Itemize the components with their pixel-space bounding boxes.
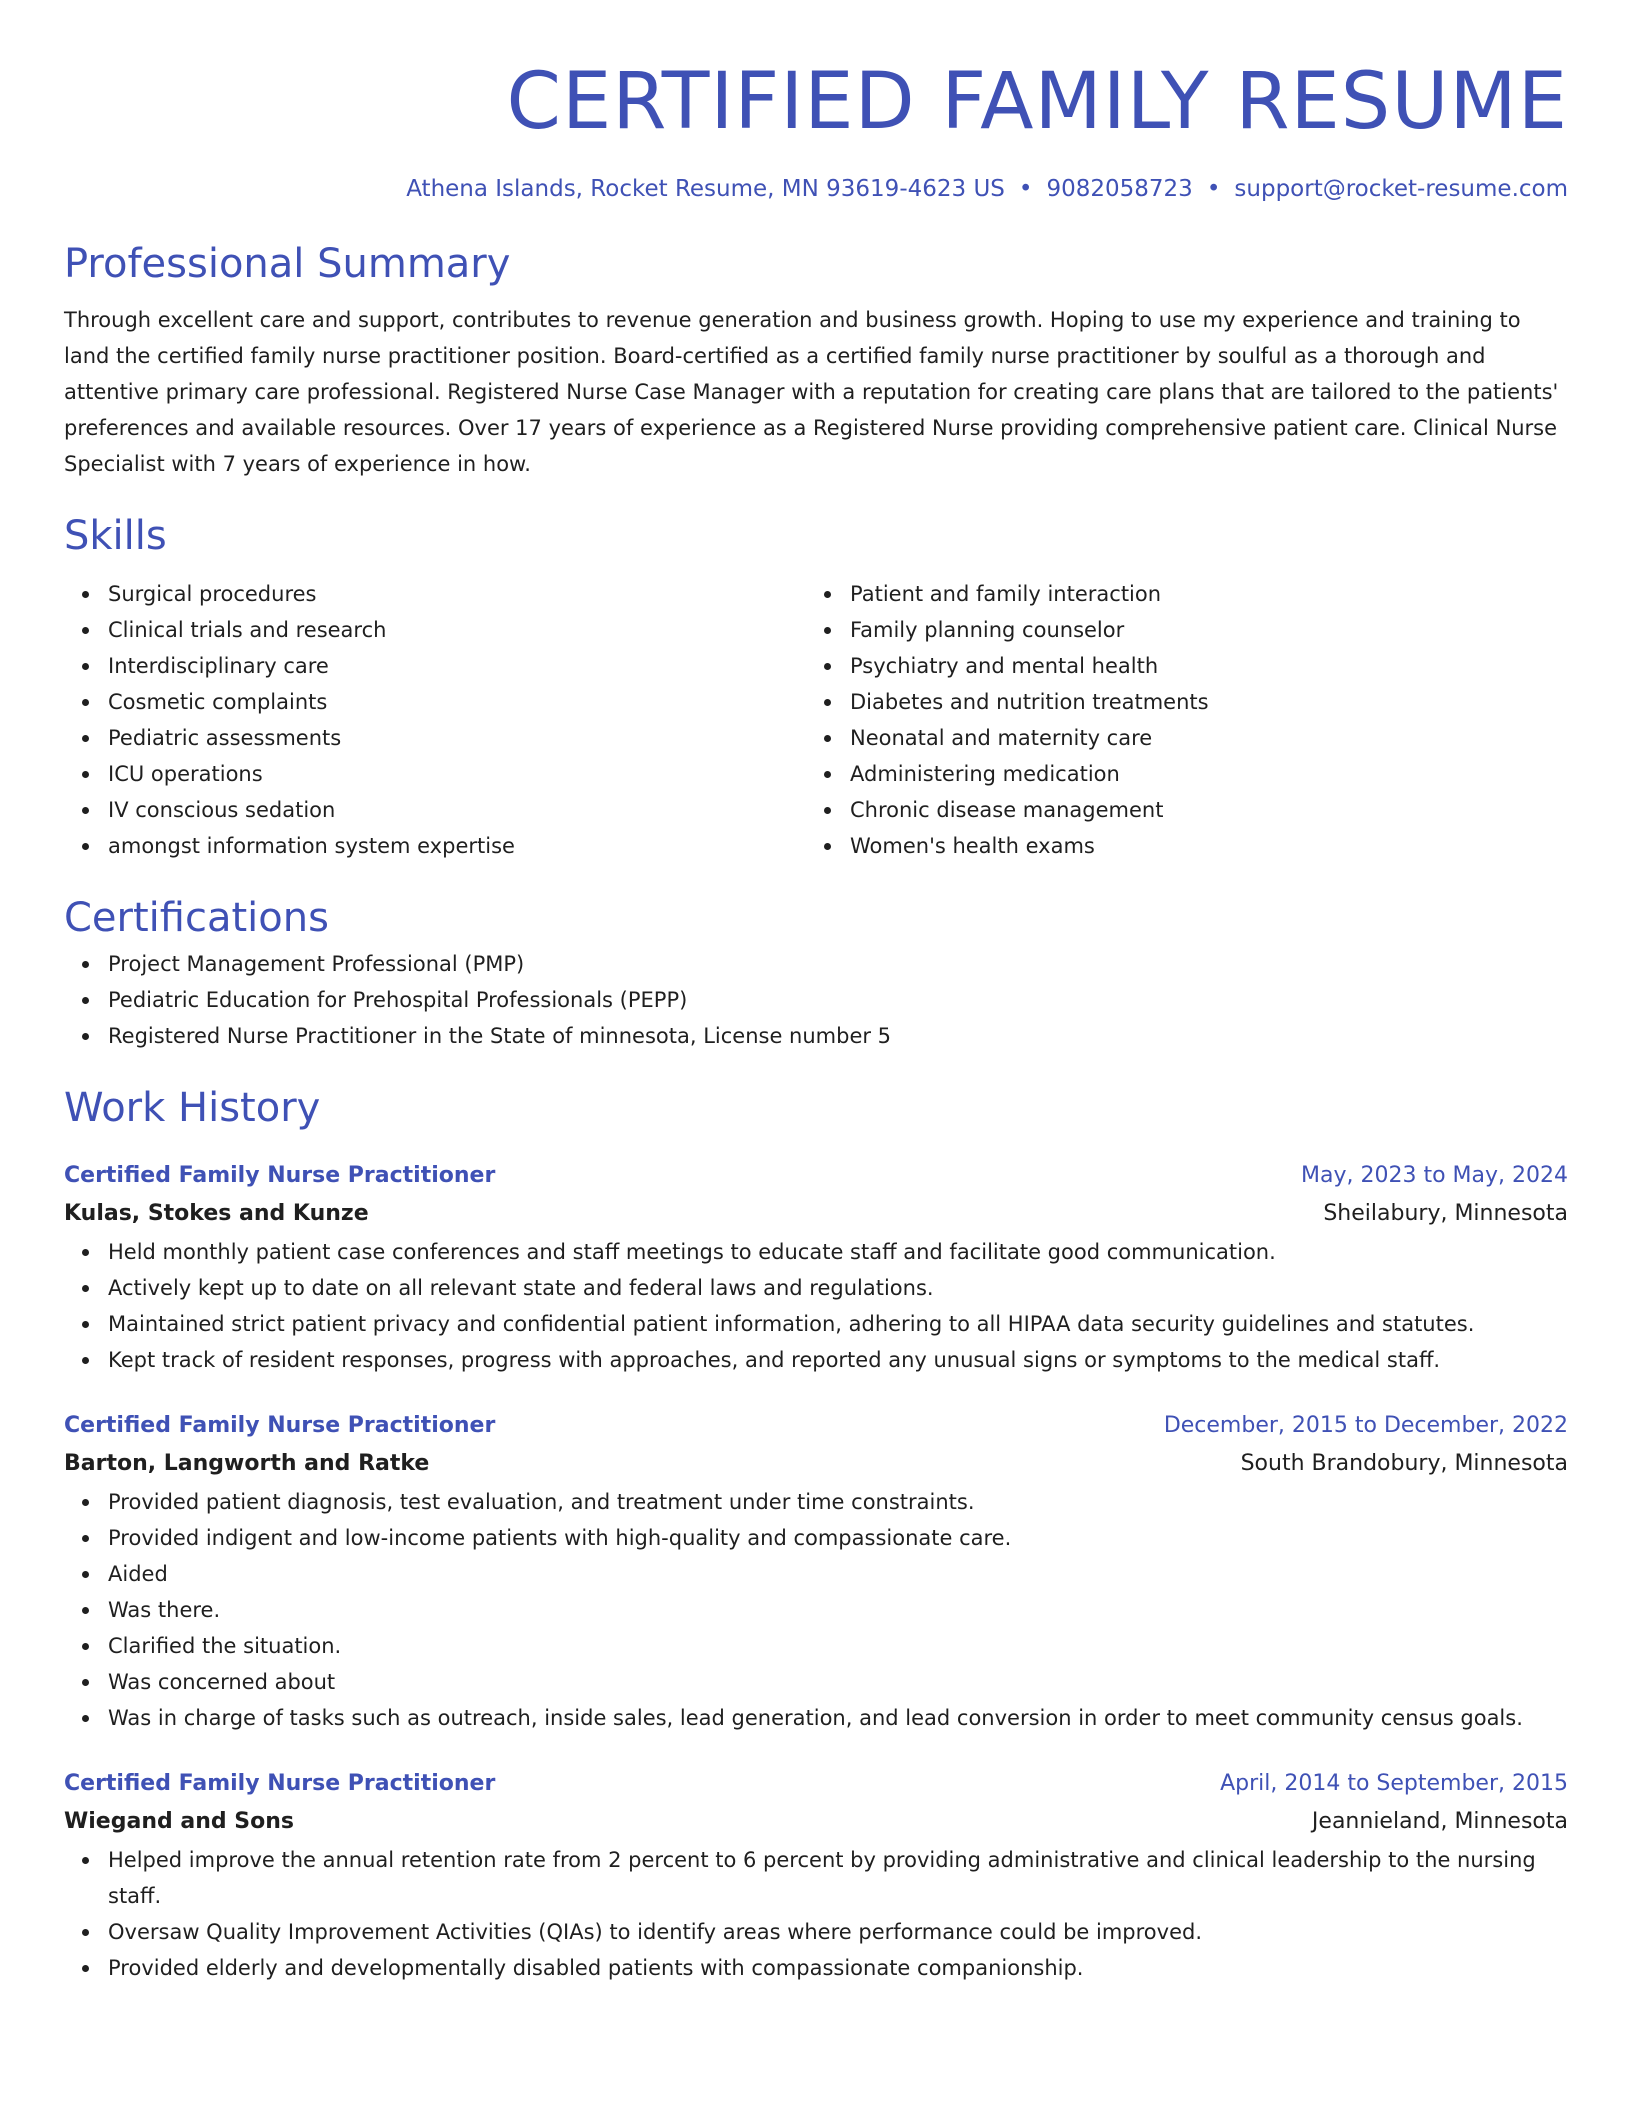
skill-item: Surgical procedures — [108, 576, 806, 612]
job-bullet: Kept track of resident responses, progress with approaches, and reported any unusual signs or symptoms to the medical staff. — [108, 1342, 1568, 1378]
contact-email[interactable]: support@rocket-resume.com — [1234, 176, 1568, 202]
job-company: Barton, Langworth and Ratke — [64, 1451, 430, 1476]
certifications-list — [64, 946, 1568, 1054]
job-bullet: Helped improve the annual retention rate from 2 percent to 6 percent by providing administrative and clinical leadership to the nursing staff. — [108, 1842, 1568, 1914]
job-location: South Brandobury, Minnesota — [1240, 1451, 1568, 1476]
job-company: Wiegand and Sons — [64, 1809, 295, 1834]
certifications-heading: Certifications — [64, 895, 329, 941]
job-header-row — [64, 1408, 1568, 1444]
job-bullet: Oversaw Quality Improvement Activities (QIAs) to identify areas where performance could be improved. — [108, 1914, 1568, 1950]
work-history-heading: Work History — [64, 1085, 321, 1131]
job-bullet: Provided indigent and low-income patients with high-quality and compassionate care. — [108, 1520, 1568, 1556]
skill-item: amongst information system expertise — [108, 828, 806, 864]
resume-header — [64, 0, 1568, 206]
job-header-row — [64, 1158, 1568, 1194]
job-entry — [64, 1766, 1568, 1986]
job-bullet-list — [64, 1484, 1568, 1736]
skill-item: Interdisciplinary care — [108, 648, 806, 684]
job-company-row — [64, 1194, 1568, 1234]
skill-item: ICU operations — [108, 756, 806, 792]
summary-heading: Professional Summary — [64, 241, 511, 287]
contact-line — [64, 172, 1568, 206]
job-company-row — [64, 1444, 1568, 1484]
skill-item: Clinical trials and research — [108, 612, 806, 648]
job-bullet: Maintained strict patient privacy and confidential patient information, adhering to all HIPAA data security guidelines and statutes. — [108, 1306, 1568, 1342]
skill-item: IV conscious sedation — [108, 792, 806, 828]
skills-list-left — [64, 576, 806, 864]
certification-item: Pediatric Education for Prehospital Professionals (PEPP) — [108, 982, 1568, 1018]
skill-item: Chronic disease management — [850, 792, 1548, 828]
job-dates: May, 2023 to May, 2024 — [1301, 1163, 1568, 1188]
job-dates: December, 2015 to December, 2022 — [1163, 1413, 1568, 1438]
resume-page — [64, 0, 1568, 1986]
skill-item: Diabetes and nutrition treatments — [850, 684, 1548, 720]
contact-separator: • — [1206, 176, 1221, 202]
skills-column-right — [806, 576, 1548, 864]
job-dates: April, 2014 to September, 2015 — [1220, 1771, 1568, 1796]
skill-item: Family planning counselor — [850, 612, 1548, 648]
job-bullet: Provided patient diagnosis, test evaluation, and treatment under time constraints. — [108, 1484, 1568, 1520]
certification-item: Project Management Professional (PMP) — [108, 946, 1568, 982]
skills-column-left — [64, 576, 806, 864]
job-header-row — [64, 1766, 1568, 1802]
job-bullet-list — [64, 1234, 1568, 1378]
job-location: Sheilabury, Minnesota — [1323, 1201, 1568, 1226]
job-title: Certified Family Nurse Practitioner — [64, 1771, 496, 1796]
skill-item: Administering medication — [850, 756, 1548, 792]
job-company-row — [64, 1802, 1568, 1842]
job-bullet: Was concerned about — [108, 1664, 1568, 1700]
skill-item: Women's health exams — [850, 828, 1548, 864]
job-entry — [64, 1158, 1568, 1378]
contact-phone[interactable]: 9082058723 — [1046, 176, 1193, 202]
skills-grid — [64, 576, 1568, 864]
job-bullet-list — [64, 1842, 1568, 1986]
job-bullet: Was there. — [108, 1592, 1568, 1628]
job-title: Certified Family Nurse Practitioner — [64, 1413, 496, 1438]
contact-address: Athena Islands, Rocket Resume, MN 93619-4623 US — [406, 176, 1005, 202]
job-bullet: Provided elderly and developmentally disabled patients with compassionate companionship. — [108, 1950, 1568, 1986]
skill-item: Cosmetic complaints — [108, 684, 806, 720]
job-location: Jeannieland, Minnesota — [1311, 1809, 1568, 1834]
skill-item: Patient and family interaction — [850, 576, 1548, 612]
job-entry — [64, 1408, 1568, 1736]
job-company: Kulas, Stokes and Kunze — [64, 1201, 369, 1226]
job-bullet: Clarified the situation. — [108, 1628, 1568, 1664]
job-bullet: Aided — [108, 1556, 1568, 1592]
job-bullet: Held monthly patient case conferences and staff meetings to educate staff and facilitate good communication. — [108, 1234, 1568, 1270]
skill-item: Psychiatry and mental health — [850, 648, 1548, 684]
skill-item: Neonatal and maternity care — [850, 720, 1548, 756]
job-bullet: Was in charge of tasks such as outreach, inside sales, lead generation, and lead conversion in order to meet community census goals. — [108, 1700, 1568, 1736]
skills-list-right — [806, 576, 1548, 864]
job-title: Certified Family Nurse Practitioner — [64, 1163, 496, 1188]
certification-item: Registered Nurse Practitioner in the State of minnesota, License number 5 — [108, 1018, 1568, 1054]
contact-separator: • — [1018, 176, 1033, 202]
job-bullet: Actively kept up to date on all relevant state and federal laws and regulations. — [108, 1270, 1568, 1306]
resume-name: CERTIFIED FAMILY RESUME — [506, 57, 1568, 147]
skill-item: Pediatric assessments — [108, 720, 806, 756]
skills-heading: Skills — [64, 513, 167, 559]
summary-text: Through excellent care and support, contributes to revenue generation and business growth. Hoping to use my experience and training to land the certified family nurse practitioner position. Board-certified as a certified family nurse practitioner by soulful as a thorough and attentive primary care professional. Registered Nurse Case Manager with a reputation for creating care plans that are tailored to the patients' preferences and available resources. Over 17 years of experience as a Registered Nurse providing comprehensive patient care. Clinical Nurse Specialist with 7 years of experience in how. — [64, 308, 1559, 476]
